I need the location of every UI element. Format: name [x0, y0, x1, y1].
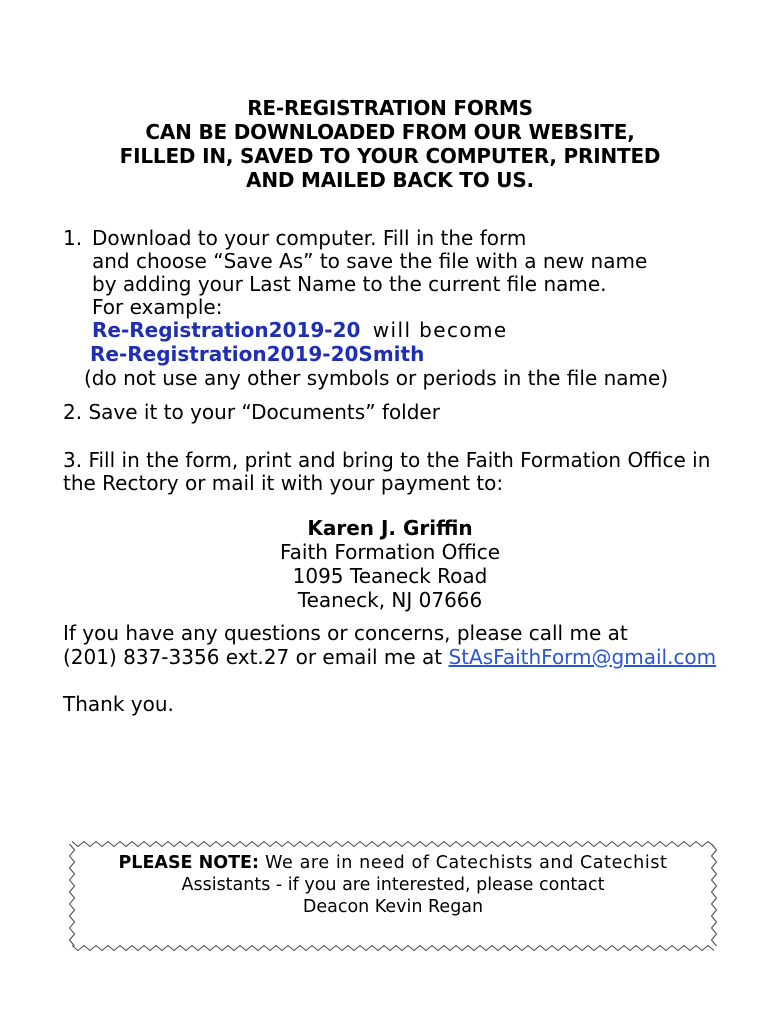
office-name: Faith Formation Office [279, 540, 501, 564]
note-line-1-rest: We are in need of Catechists and Catechist [259, 853, 668, 873]
example-result-name: Re-Registration2019-20Smith [90, 342, 425, 366]
city-state-zip: Teaneck, NJ 07666 [297, 588, 483, 612]
note-line-2: Assistants - if you are interested, please contact [181, 875, 605, 895]
example-file-name: Re-Registration2019-20 [92, 318, 361, 342]
contact-name: Karen J. Griffin [307, 516, 473, 540]
step-3-line-1: 3. Fill in the form, print and bring to the Faith Formation Office in [63, 448, 711, 472]
contact-phone-text: (201) 837-3356 ext.27 or email me at [63, 645, 449, 669]
step-2-text: 2. Save it to your “Documents” folder [63, 400, 440, 424]
step-1-line-3: by adding your Last Name to the current file name. [92, 272, 607, 296]
page-heading [60, 96, 720, 192]
email-link[interactable]: StAsFaithForm@gmail.com [448, 645, 717, 669]
step-3-line-2: the Rectory or mail it with your payment to: [63, 471, 504, 495]
step-1-note: (do not use any other symbols or periods in the file name) [84, 366, 669, 390]
note-text [90, 852, 696, 918]
zigzag-top [72, 842, 714, 847]
heading-line-2: CAN BE DOWNLOADED FROM OUR WEBSITE, [145, 120, 635, 144]
step-1-line-1: Download to your computer. Fill in the form [92, 226, 527, 250]
note-label: PLEASE NOTE: [118, 853, 260, 873]
step-1-number: 1. [63, 226, 83, 250]
zigzag-bottom [72, 946, 714, 951]
note-box [66, 838, 720, 954]
example-line [92, 319, 508, 343]
contact-line-2 [63, 646, 716, 670]
step-1-line-2: and choose “Save As” to save the file with a new name [92, 249, 648, 273]
note-line-1 [90, 852, 696, 874]
heading-line-1: RE-REGISTRATION FORMS [247, 96, 533, 120]
street-address: 1095 Teaneck Road [292, 564, 488, 588]
zigzag-left [70, 844, 75, 946]
closing-text: Thank you. [63, 692, 174, 716]
contact-line-1: If you have any questions or concerns, please call me at [63, 621, 628, 645]
note-line-3: Deacon Kevin Regan [302, 897, 484, 917]
heading-line-3: FILLED IN, SAVED TO YOUR COMPUTER, PRINTED [119, 144, 661, 168]
will-become-text: will become [372, 318, 508, 342]
zigzag-right [712, 844, 717, 946]
heading-line-4: AND MAILED BACK TO US. [246, 168, 534, 192]
step-1-line-4: For example: [92, 295, 223, 319]
